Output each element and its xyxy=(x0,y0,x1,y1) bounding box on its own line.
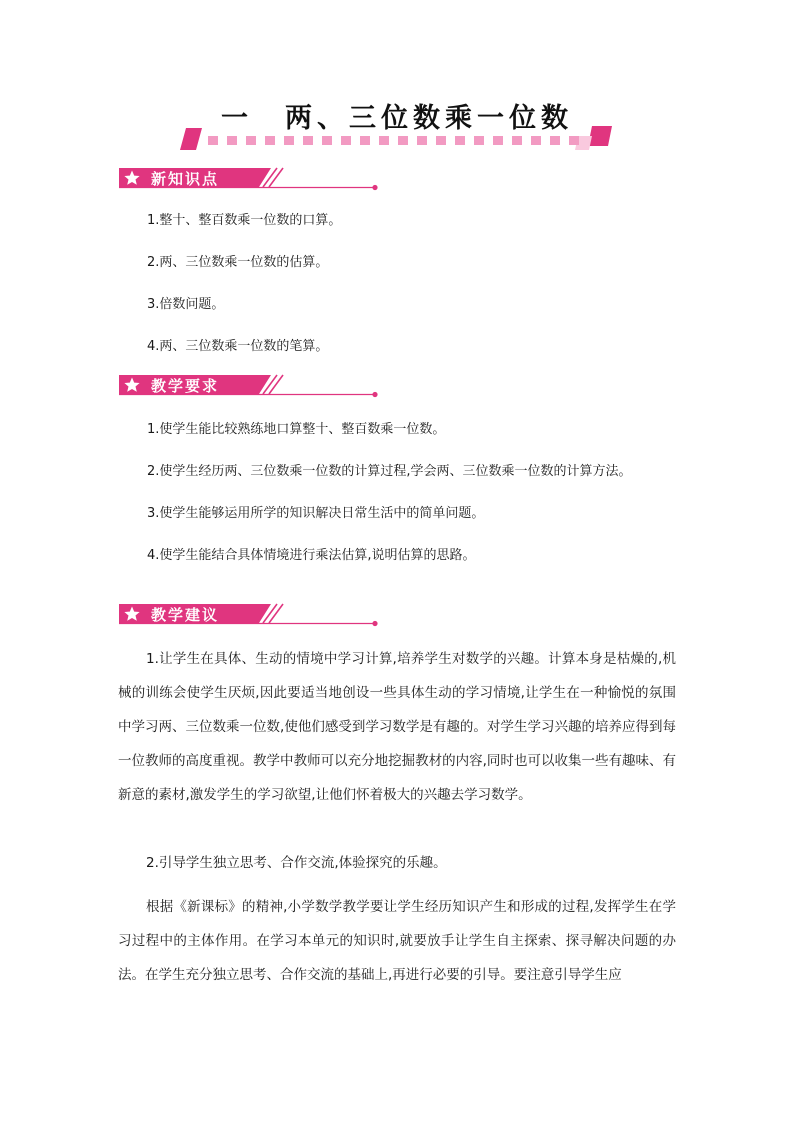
title-dash xyxy=(360,136,370,145)
list-item: 2.两、三位数乘一位数的估算。 xyxy=(147,255,329,270)
list-item: 4.使学生能结合具体情境进行乘法估算,说明估算的思路。 xyxy=(147,548,476,563)
title-dash xyxy=(550,136,560,145)
title-dash xyxy=(246,136,256,145)
section-title: 新知识点 xyxy=(151,170,220,188)
section-header-teaching-requirements xyxy=(119,374,381,398)
title-dash xyxy=(531,136,541,145)
title-dash xyxy=(493,136,503,145)
title-dash xyxy=(379,136,389,145)
title-dash xyxy=(455,136,465,145)
title-dash xyxy=(265,136,275,145)
section-title: 教学要求 xyxy=(151,377,220,395)
chapter-title: 一 两、三位数乘一位数 xyxy=(221,103,573,134)
section-header-teaching-suggestions xyxy=(119,603,381,627)
list-item: 4.两、三位数乘一位数的笔算。 xyxy=(147,339,329,354)
list-item: 3.倍数问题。 xyxy=(147,297,225,312)
list-item: 1.使学生能比较熟练地口算整十、整百数乘一位数。 xyxy=(147,422,446,437)
section-title: 教学建议 xyxy=(151,606,220,624)
body-paragraph: 根据《新课标》的精神,小学数学教学要让学生经历知识产生和形成的过程,发挥学生在学习过程中的主体作用。在学习本单元的知识时,就要放手让学生自主探索、探寻解决问题的办法。在学生充分独立思考、合作交流的基础上,再进行必要的引导。要注意引导学生应 xyxy=(118,899,676,983)
title-dash xyxy=(474,136,484,145)
title-dash xyxy=(208,136,218,145)
title-dash xyxy=(569,136,579,145)
title-dash xyxy=(227,136,237,145)
list-item: 1.整十、整百数乘一位数的口算。 xyxy=(147,213,342,228)
title-dash xyxy=(284,136,294,145)
title-dash xyxy=(341,136,351,145)
title-dash xyxy=(322,136,332,145)
list-item: 2.使学生经历两、三位数乘一位数的计算过程,学会两、三位数乘一位数的计算方法。 xyxy=(147,464,632,479)
list-item: 3.使学生能够运用所学的知识解决日常生活中的简单问题。 xyxy=(147,506,485,521)
body-paragraph: 1.让学生在具体、生动的情境中学习计算,培养学生对数学的兴趣。计算本身是枯燥的,机械的训练会使学生厌烦,因此要适当地创设一些具体生动的学习情境,让学生在一种愉悦的氛围中学习两、三位数乘一位数,使他们感受到学习数学是有趣的。对学生学习兴趣的培养应得到每一位教师的高度重视。教学中教师可以充分地挖掘教材的内容,同时也可以收集一些有趣味、有新意的素材,激发学生的学习欲望,让他们怀着极大的兴趣去学习数学。 xyxy=(118,651,676,803)
title-dash xyxy=(417,136,427,145)
body-paragraph: 2.引导学生独立思考、合作交流,体验探究的乐趣。 xyxy=(146,855,447,871)
title-dash xyxy=(398,136,408,145)
section-header-new-knowledge xyxy=(119,167,381,191)
title-dash xyxy=(512,136,522,145)
title-dash xyxy=(436,136,446,145)
title-dash xyxy=(303,136,313,145)
title-decoration xyxy=(180,124,612,154)
